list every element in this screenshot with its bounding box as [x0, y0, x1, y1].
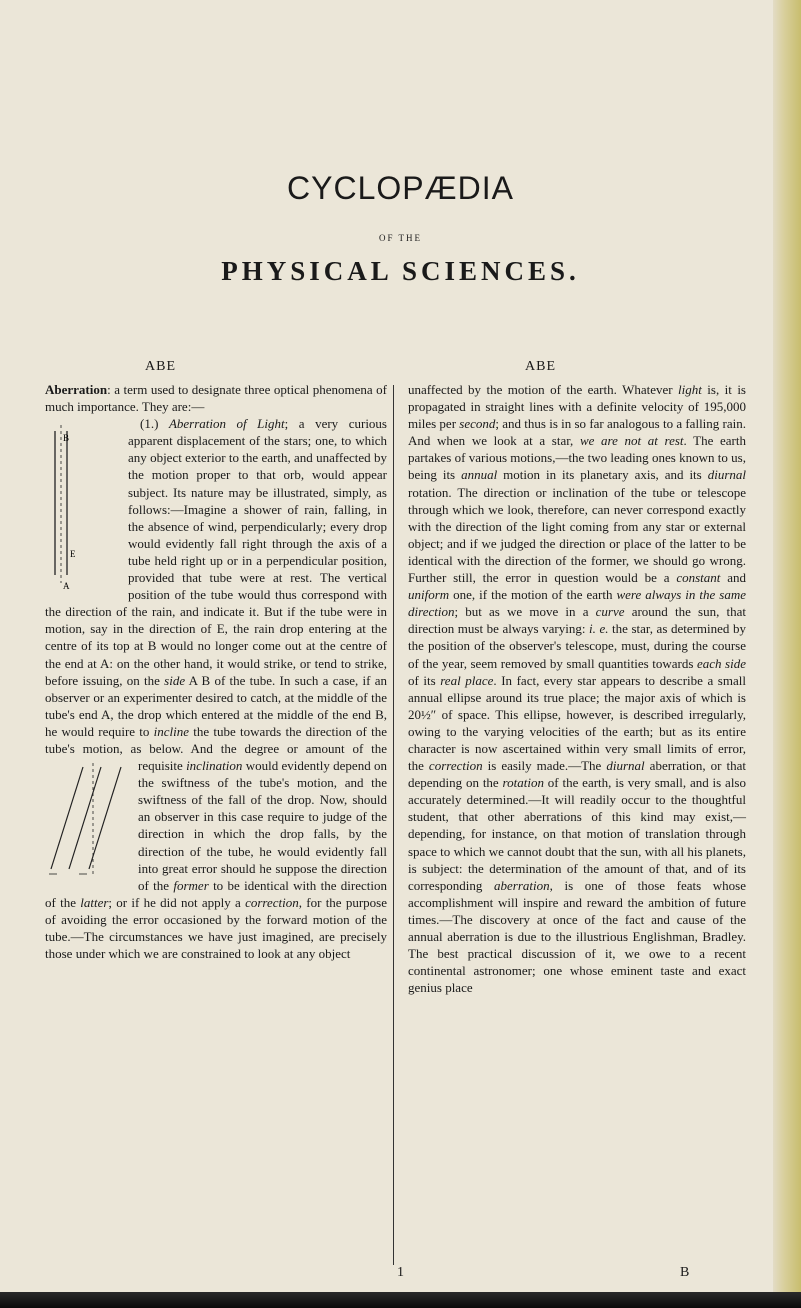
entry-paragraph	[45, 381, 387, 415]
right-column	[408, 381, 746, 996]
rc-text-4: . The earth partakes of various motions,—the two leading ones known to us, being its	[408, 433, 746, 483]
item1-text-7: , for the purpose of avoiding the error occasioned by the forward motion of the tube.—The circumstances we have just imagined, are precisely those under which we are constrained to look at any object	[45, 894, 387, 962]
left-column	[45, 381, 387, 962]
rc-text-8: one, if the motion of the earth	[449, 587, 617, 603]
rc-text-1: unaffected by the motion of the earth. Whatever	[408, 382, 679, 397]
title-connector: OF THE	[378, 233, 423, 243]
emph-former: former	[173, 877, 209, 893]
emph-real-place: real place	[440, 672, 494, 688]
item1-paragraph	[45, 415, 387, 962]
emph-constant: constant	[676, 570, 721, 586]
emph-latter: latter	[80, 894, 109, 910]
emph-side: side	[164, 672, 186, 688]
column-divider	[393, 385, 394, 1265]
emph-diurnal-2: diurnal	[606, 758, 645, 774]
item1-text-1: ; a very curious apparent displacement of the stars; one, to which any object exterior to the earth, and unaffected by the motion proper to that orb, would appear subject. Its nature may be illustrated, simply, as follows:—Imagine a shower of rain, falling, in the absence of wind, perpendicularly; every drop would evidently fall right through the axis of a tube held right up or in a perpendicular position, provided that tube were at rest. The vertical position of the tube would thus correspond with the direction of the rain, and indicate it. But if the tube were in motion, say in the direction of E, the rain drop entering at the centre of its top at B would no longer come out at the centre of the end at A: on the other hand, it would strike, or tend to strike, before issuing, on the	[45, 416, 387, 688]
rc-text-6: rotation. The direction or inclination of the tube or telescope through which we look, therefore, can never correspond exactly with the direction of the light coming from any star or external object; and if we judged the direction or place of the latter to be identical with the direction of the former, we should go wrong. Further still, the error in question would be a	[408, 484, 746, 586]
tube-inclined-figure	[45, 761, 130, 881]
rc-text-14: is easily made.—The	[482, 758, 607, 774]
rc-text-5: motion in its planetary axis, and its	[497, 467, 708, 483]
rc-text-7: and	[720, 570, 746, 586]
emph-rotation: rotation	[502, 775, 544, 791]
running-head-right: ABE	[525, 359, 556, 374]
rc-text-12: of its	[408, 672, 441, 688]
tube-vertical-figure	[45, 417, 120, 592]
item1-text-3: the tube towards the direction of the tube's motion, as below. And the degree or amount of the requisite	[45, 723, 387, 774]
entry-term: Aberration	[45, 382, 108, 397]
fig1-label-e: E	[70, 549, 76, 560]
emph-incline: incline	[153, 723, 190, 739]
item1-text-4: would evidently depend on the swiftness of the tube's motion, and the swiftness of the fall of the drop. Now, should an observer in this case require to judge of the direction in which the drop falls, by the direction of the tube, he would evidently fall into great error should he suppose the direction of the	[138, 758, 387, 893]
rc-text-9: ; but as we move in a	[454, 604, 596, 620]
emph-diurnal: diurnal	[707, 467, 746, 483]
emph-correction: correction	[245, 894, 299, 910]
emph-light: light	[678, 382, 702, 397]
page-subtitle: PHYSICAL SCIENCES.	[221, 256, 580, 286]
item1-text-6: ; or if he did not apply a	[108, 894, 246, 910]
emph-aberration: aberration	[493, 877, 550, 893]
rc-text-11: the star, as determined by the position of the observer's telescope, must, during the course of the year, seem removed by small quantities towards	[408, 621, 746, 671]
signature-mark: B	[680, 1265, 690, 1280]
scan-bottom-edge	[0, 1292, 801, 1308]
rc-text-17: , is one of those feats whose accomplishment will inspire and reward the ambition of future times.—The discovery at once of the fact and cause of the annual aberration is due to the illustrious Englishman, Bradley. The best practical discussion of it, we owe to a recent continental astronomer; one whose eminent taste and exact genius place	[408, 877, 746, 996]
emph-not-at-rest: we are not at rest	[579, 433, 684, 449]
page-title: CYCLOPÆDIA	[287, 170, 514, 206]
rc-text-15: aberration, or that depending on the	[408, 758, 747, 791]
fig1-label-a: A	[63, 581, 70, 592]
rc-text-10: around the sun, that direction must be always varying:	[408, 604, 746, 637]
rc-text-3: ; and thus is in so far analogous to a falling rain. And when we look at a star,	[408, 416, 747, 449]
emph-ie: i. e.	[589, 621, 609, 637]
item1-number: (1.)	[140, 416, 159, 432]
rc-text-13: . In fact, every star appears to describe a small annual ellipse around its true place; the major axis of which is 20½″ of space. This ellipse, however, is described irregularly, owing to the varying velocities of the earth; but as its entire character is now ascertained within very small limits of error, the	[408, 672, 746, 774]
item1-title: Aberration of Light	[168, 416, 285, 432]
emph-correction-2: correction	[428, 758, 483, 774]
emph-uniform: uniform	[408, 587, 450, 603]
continuation-paragraph	[408, 381, 746, 996]
entry-intro: : a term used to designate three optical phenomena of much importance. They are:—	[45, 382, 387, 415]
emph-annual: annual	[461, 467, 498, 483]
emph-curve: curve	[595, 604, 625, 620]
emph-second: second	[459, 416, 496, 432]
item1-text-2: A B of the tube. In such a case, if an observer or an experimenter desired to catch, at the middle of the tube's end A, the drop which entered at the middle of the end B, he would require to	[45, 672, 388, 739]
fig1-label-b: B	[63, 433, 70, 444]
page-number: 1	[397, 1265, 404, 1280]
emph-inclination: inclination	[186, 758, 243, 774]
running-head-left: ABE	[145, 359, 176, 374]
emph-each-side: each side	[696, 655, 746, 671]
emph-always: were always in the same direction	[408, 587, 746, 620]
item1-text-5: to be identical with the direction of the	[45, 877, 387, 910]
rc-text-2: is, it is propagated in straight lines with a definite velocity of 195,000 miles per	[408, 382, 746, 432]
rc-text-16: of the earth, is very small, and is also accurately determined.—It will readily occur to the thoughtful student, that other aberrations of this kind may exist,—depending, for instance, on that motion of translation through space to which we cannot doubt that the sun, with all his planets, is subject: the determination of the amount of that, and of its corresponding	[408, 775, 746, 893]
